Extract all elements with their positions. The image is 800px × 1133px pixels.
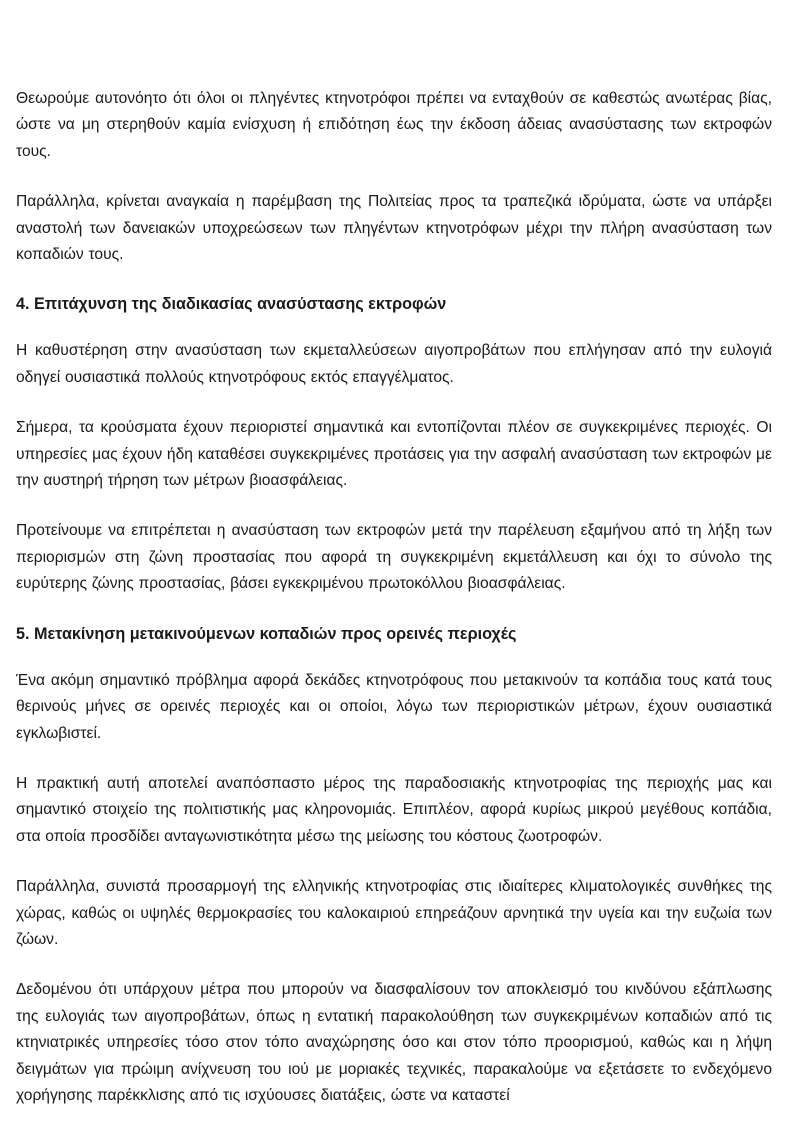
paragraph-current-cases: Σήμερα, τα κρούσματα έχουν περιοριστεί σημαντικά και εντοπίζονται πλέον σε συγκεκριμένες περιοχές. Οι υπηρεσίες μας έχουν ήδη καταθέσει συγκεκριμένες προτάσεις για την ασφαλή ανασύσταση των εκτροφών με την αυστηρή τήρηση των μέτρων βιοασφάλειας. [16, 419, 772, 490]
paragraph-force-majeure: Θεωρούμε αυτονόητο ότι όλοι οι πληγέντες κτηνοτρόφοι πρέπει να ενταχθούν σε καθεστώς ανωτέρας βίας, ώστε να μη στερηθούν καμία ενίσχυση ή επιδότηση έως την έκδοση άδειας ανασύστασης των εκτροφών τους. [16, 90, 772, 160]
paragraph-bank-intervention: Παράλληλα, κρίνεται αναγκαία η παρέμβαση της Πολιτείας προς τα τραπεζικά ιδρύματα, ώστε να υπάρξει αναστολή των δανειακών υποχρεώσεων των πληγέντων κτηνοτρόφων μέχρι την πλήρη ανασύσταση των κοπαδιών τους. [16, 193, 772, 264]
paragraph-restoration-delay: Η καθυστέρηση στην ανασύσταση των εκμεταλλεύσεων αιγοπροβάτων που επλήγησαν από την ευλογιά οδηγεί ουσιαστικά πολλούς κτηνοτρόφους εκτός επαγγέλματος. [16, 342, 772, 386]
section-heading-5: 5. Μετακίνηση μετακινούμενων κοπαδιών προς ορεινές περιοχές [16, 624, 517, 643]
paragraph-derogation-request: Δεδομένου ότι υπάρχουν μέτρα που μπορούν να διασφαλίσουν τον αποκλεισμό του κινδύνου εξάπλωσης της ευλογιάς των αιγοπροβάτων, όπως η εντατική παρακολούθηση των συγκεκριμένων κοπαδιών από τις κτηνιατρικές υπηρεσίες τόσο στον τόπο αναχώρησης όσο και στον τόπο προορισμού, καθώς και η λήψη δειγμάτων για πρώιμη ανίχνευση του ιού με μοριακές τεχνικές, παρακαλούμε να εξετάσετε το ενδεχόμενο χορήγησης παρέκκλισης από τις ισχύουσες διατάξεις, ώστε να καταστεί [16, 981, 772, 1104]
document-page [16, 86, 772, 1133]
section-heading-4: 4. Επιτάχυνση της διαδικασίας ανασύστασης εκτροφών [16, 295, 447, 314]
paragraph-cultural-heritage: Η πρακτική αυτή αποτελεί αναπόσπαστο μέρος της παραδοσιακής κτηνοτροφίας της περιοχής μας και σημαντικό στοιχείο της πολιτιστικής μας κληρονομιάς. Επιπλέον, αφορά κυρίως μικρού μεγέθους κοπάδια, στα οποία προσδίδει ανταγωνιστικότητα μέσω της μείωσης του κόστους ζωοτροφών. [16, 774, 772, 845]
paragraph-proposal: Προτείνουμε να επιτρέπεται η ανασύσταση των εκτροφών μετά την παρέλευση εξαμήνου από τη λήξη των περιορισμών στη ζώνη προστασίας που αφορά τη συγκεκριμένη εκμετάλλευση και όχι το σύνολο της ευρύτερης ζώνης προστασίας, βάσει εγκεκριμένου πρωτοκόλλου βιοασφάλειας. [16, 522, 772, 593]
paragraph-climate-adaptation: Παράλληλα, συνιστά προσαρμογή της ελληνικής κτηνοτροφίας στις ιδιαίτερες κλιματολογικές συνθήκες της χώρας, καθώς οι υψηλές θερμοκρασίες του καλοκαιριού επηρεάζουν αρνητικά την υγεία και την ευζωία των ζώων. [16, 878, 772, 948]
paragraph-transhumance-problem: Ένα ακόμη σημαντικό πρόβλημα αφορά δεκάδες κτηνοτρόφους που μετακινούν τα κοπάδια τους κατά τους θερινούς μήνες σε ορεινές περιοχές και οι οποίοι, λόγω των περιοριστικών μέτρων, έχουν ουσιαστικά εγκλωβιστεί. [16, 671, 772, 742]
